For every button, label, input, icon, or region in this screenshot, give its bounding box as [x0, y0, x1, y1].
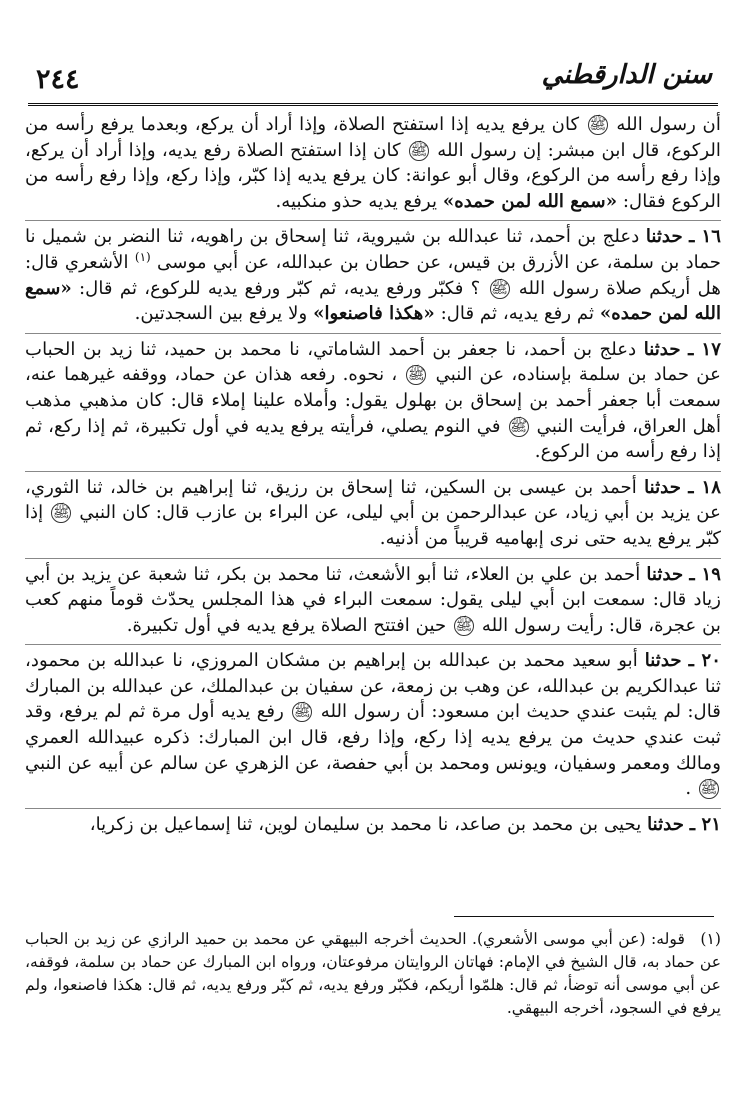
text-run: كان يرفع يديه إذا استفتح الصلاة، وإذا أراد أن يركع، وبعدما يرفع رأسه من الركوع، قال ابن مبشر: إن رسول الله [25, 114, 721, 161]
hadith-18 [25, 475, 721, 552]
text-run: أحمد بن عيسى بن السكين، ثنا إسحاق بن رزيق، ثنا إبراهيم بن خالد، ثنا الثوري، عن يزيد بن أبي زياد، عن عبدالرحمن بن أبي ليلى، عن البراء بن عازب قال: كان النبي [25, 476, 721, 524]
header-rule [28, 103, 718, 106]
text-run: دعلج بن أحمد، ثنا عبدالله بن شيروية، ثنا إسحاق بن راهويه، ثنا النضر بن شميل نا حماد بن سلمة، عن الأزرق بن قيس، عن حطان بن عبدالله، عن أبي موسى [25, 226, 721, 273]
hadith-number: ١٨ ـ [688, 476, 721, 498]
text-run: . [685, 778, 692, 800]
hadith-lead: حدثنا [644, 650, 682, 672]
footnote-1 [25, 928, 721, 1020]
footnote-number: (١) [700, 930, 721, 948]
salawat-icon: ﷺ [455, 617, 473, 634]
hadith-17 [25, 337, 721, 465]
text-run: ؟ فكبّر ورفع يديه، ثم كبّر ورفع يديه للركوع، ثم قال: [79, 277, 481, 299]
quoted-phrase: «هكذا فاصنعوا» [313, 303, 435, 325]
paragraph-divider [25, 558, 721, 559]
text-run: يحيى بن محمد بن صاعد، نا محمد بن سليمان لوين، ثنا إسماعيل بن زكريا، [89, 813, 642, 835]
text-run: أن رسول الله [616, 114, 721, 135]
text-run: الأشعري قال: هل أريكم صلاة رسول الله [25, 251, 721, 299]
hadith-19 [25, 562, 721, 639]
text-run: يرفع يديه حذو منكبيه. [275, 190, 438, 212]
page-header [28, 58, 718, 106]
text-run: دعلج بن أحمد، نا جعفر بن أحمد الشاماتي، نا محمد بن حميد، ثنا زيد بن الحباب عن حماد بن سلمة بإسناده، عن النبي [25, 338, 721, 386]
paragraph-divider [25, 333, 721, 334]
hadith-number: ١٩ ـ [689, 563, 721, 585]
footnote-reference[interactable]: (١) [134, 249, 151, 264]
text-run: في النوم يصلي، فرأيته يرفع يديه في أول تكبيرة، ثم إذا ركع، ثم إذا رفع رأسه من الركوع. [25, 415, 721, 463]
text-run: رفع يديه أول مرة ثم لم يرفع، وقد ثبت عندي حديث من يرفع يديه إذا ركع، وإذا رفع، قال ابن المبارك: ذكره عبيدالله العمري ومالك ومعمر وسفيان، ويونس ومحمد بن أبي حفصة، عن الزهري عن سالم عن أبيه عن النبي [25, 701, 721, 774]
text-run: ثم رفع يديه، ثم قال: [440, 303, 595, 325]
salawat-icon: ﷺ [491, 280, 509, 297]
salawat-icon: ﷺ [293, 704, 311, 721]
text-run: أبو سعيد محمد بن عبدالله بن إبراهيم بن مشكان المروزي، نا عبدالله بن محمود، ثنا عبدالكريم بن عبدالله، عن وهب بن زمعة، عن سفيان بن عبدالملك، عن عبدالله بن المبارك قال: لم يثبت عندي حديث ابن مسعود: أن رسول الله [25, 650, 721, 723]
hadith-lead: حدثنا [645, 226, 683, 248]
footnotes [25, 928, 721, 1020]
hadith-lead: حدثنا [646, 563, 684, 585]
main-text [25, 112, 721, 837]
text-run: أحمد بن علي بن العلاء، ثنا أبو الأشعث، ثنا محمد بن بكر، ثنا شعبة عن يزيد بن أبي زياد قال: سمعت ابن أبي ليلى يقول: سمعت البراء في هذا المجلس يحدّث قوماً منهم كعب بن عجرة، قال: رأيت رسول الله [25, 563, 721, 636]
running-title: سنن الدارقطني [541, 60, 712, 90]
intro-paragraph [25, 112, 721, 214]
text-run: إذا كبّر يرفع يديه حتى نرى إبهاميه قريباً من أذنيه. [25, 502, 721, 549]
text-run: ولا يرفع بين السجدتين. [134, 303, 308, 325]
paragraph-divider [25, 220, 721, 221]
page-number: ٢٤٤ [36, 64, 80, 95]
salawat-icon: ﷺ [52, 505, 70, 522]
hadith-21 [25, 812, 721, 838]
hadith-number: ١٧ ـ [688, 338, 721, 360]
hadith-lead: حدثنا [643, 338, 681, 360]
salawat-icon: ﷺ [410, 142, 428, 159]
salawat-icon: ﷺ [589, 117, 607, 133]
text-run: حين افتتح الصلاة يرفع يديه في أول تكبيرة. [126, 614, 447, 636]
hadith-number: ٢١ ـ [689, 813, 721, 835]
hadith-number: ١٦ ـ [689, 226, 721, 248]
text-run: ، نحوه. رفعه هذان عن حماد، ووقفه غيرهما عنه، سمعت أبا جعفر أحمد بن إسحاق بن بهلول يقول: وأملاه علينا إملاء قال: كان مذهبي مذهب أهل العراق، فرأيت النبي [25, 364, 721, 437]
paragraph-divider [25, 644, 721, 645]
hadith-lead: حدثنا [647, 813, 684, 835]
salawat-icon: ﷺ [700, 781, 718, 798]
paragraph-divider [25, 808, 721, 809]
hadith-20 [25, 648, 721, 802]
quoted-phrase: «سمع الله لمن حمده» [25, 277, 721, 325]
salawat-icon: ﷺ [510, 418, 528, 435]
quoted-phrase: «سمع الله لمن حمده» [442, 190, 618, 212]
hadith-16 [25, 224, 721, 326]
footnote-text: قوله: (عن أبي موسى الأشعري). الحديث أخرجه البيهقي عن محمد بن حميد الرازي عن زيد بن الحباب عن حماد به، قال الشيخ في الإمام: فهاتان الروايتان مرفوعتان، ورواه ابن المبارك عن حماد بن سلمة، فوقفه، عن أبي موسى أنه توضأ، ثم قال: هلمّوا أريكم، فكبّر ورفع يديه، ثم كبّر ورفع يديه، ثم قال: هكذا فاصنعوا، ولم يرفع في السجود، أخرجه البيهقي. [25, 930, 721, 1017]
hadith-number: ٢٠ ـ [688, 650, 721, 672]
paragraph-divider [25, 471, 721, 472]
hadith-lead: حدثنا [644, 476, 681, 498]
text-run: كان إذا استفتح الصلاة رفع يديه، وإذا أراد أن يركع، وإذا رفع رأسه من الركوع، وقال أبو عوانة: كان يرفع يديه إذا كبّر، وإذا ركع، وإذا رفع رأسه من الركوع فقال: [25, 139, 721, 212]
salawat-icon: ﷺ [407, 367, 425, 384]
footnote-rule [454, 916, 714, 917]
